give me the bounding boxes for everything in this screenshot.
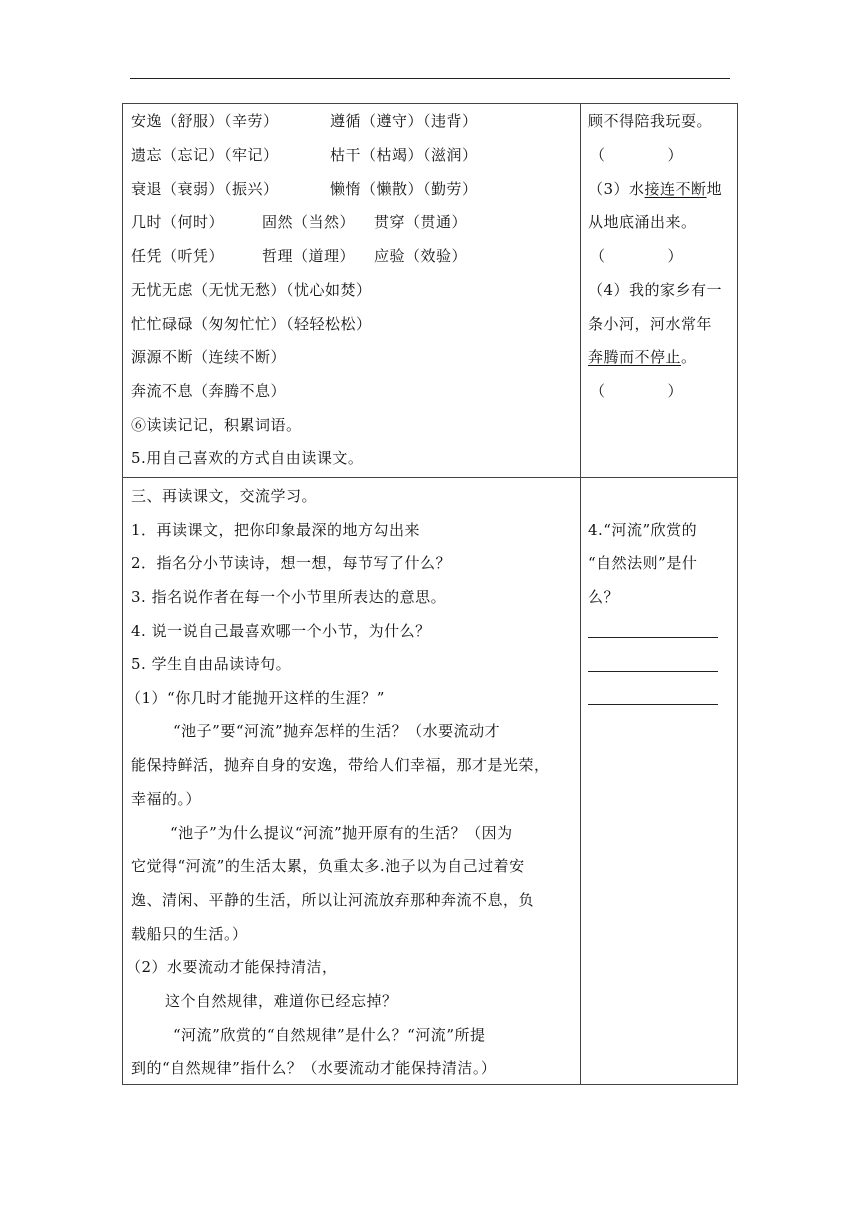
question-text: “自然法则”是什 bbox=[588, 554, 698, 572]
word-pair: 安逸（舒服）（辛劳） bbox=[131, 112, 279, 130]
answer-blank-line[interactable] bbox=[588, 637, 718, 638]
header-rule bbox=[130, 78, 730, 79]
section3-item: 5. 学生自由品读诗句。 bbox=[131, 655, 292, 673]
paragraph-line: “池子”要“河流”抛弃怎样的生活？（水要流动才 bbox=[173, 722, 501, 740]
q4-underlined: 奔腾而不停止 bbox=[588, 348, 682, 366]
word-pair: 任凭（听凭） bbox=[131, 247, 225, 265]
word-pair: 应验（效验） bbox=[374, 247, 468, 265]
section3-item: 3. 指名说作者在每一个小节里所表达的意思。 bbox=[131, 588, 447, 606]
exercise-text: 条小河，河水常年 bbox=[588, 315, 713, 333]
answer-blank-line[interactable] bbox=[588, 671, 718, 672]
paragraph-line: 幸福的。） bbox=[131, 790, 202, 808]
section3-item: 2．指名分小节读诗，想一想，每节写了什么？ bbox=[131, 554, 452, 572]
exercise-text: （4）我的家乡有一 bbox=[588, 281, 723, 299]
answer-paren: （ ） bbox=[590, 247, 684, 265]
answer-blank-line[interactable] bbox=[588, 704, 718, 705]
section3-heading: 三、再读课文，交流学习。 bbox=[131, 487, 318, 505]
idiom-line: 奔流不息（奔腾不息） bbox=[131, 382, 287, 400]
word-pair: 衰退（衰弱）（振兴） bbox=[131, 180, 279, 198]
q4-suffix: 。 bbox=[681, 348, 697, 366]
q3-suffix: 地 bbox=[706, 180, 723, 198]
paragraph-line: “河流”欣赏的“自然规律”是什么？“河流”所提 bbox=[173, 1026, 486, 1044]
word-pair: 哲理（道理） bbox=[262, 247, 356, 265]
word-pair: 遗忘（忘记）（牢记） bbox=[131, 146, 279, 164]
idiom-line: 忙忙碌碌（匆匆忙忙）（轻轻松松） bbox=[131, 315, 372, 333]
paragraph-line: 到的“自然规律”指什么？（水要流动才能保持清洁。） bbox=[131, 1059, 497, 1077]
word-pair: 固然（当然） bbox=[262, 213, 356, 231]
section3-item: 4. 说一说自己最喜欢哪一个小节，为什么？ bbox=[131, 622, 431, 640]
word-pair: 遵循（遵守）（违背） bbox=[330, 112, 478, 130]
step-six: ⑥读读记记，积累词语。 bbox=[131, 416, 302, 434]
q3-prefix: （3）水 bbox=[588, 180, 645, 198]
step-five: 5.用自己喜欢的方式自由读课文。 bbox=[131, 449, 364, 467]
poem-quote-1: （1）“你几时才能抛开这样的生涯？” bbox=[126, 689, 385, 707]
exercise-q3-line1 bbox=[588, 179, 722, 199]
question-text: 4.“河流”欣赏的 bbox=[588, 521, 698, 539]
word-pair: 贯穿（贯通） bbox=[374, 213, 468, 231]
paragraph-line: “池子”为什么提议“河流”抛开原有的生活？（因为 bbox=[170, 824, 513, 842]
question-text: 么？ bbox=[588, 588, 620, 606]
paragraph-line: 逸、清闲、平静的生活，所以让河流放弃那种奔流不息，负 bbox=[131, 891, 535, 909]
paragraph-line: 能保持鲜活，抛弃自身的安逸，带给人们幸福，那才是光荣， bbox=[131, 756, 550, 774]
word-pair: 枯干（枯竭）（滋润） bbox=[330, 146, 478, 164]
section3-item: 1．再读课文，把你印象最深的地方勾出来 bbox=[131, 521, 421, 539]
exercise-text: 从地底涌出来。 bbox=[588, 213, 697, 231]
answer-paren: （ ） bbox=[590, 382, 684, 400]
poem-quote-2: （2）水要流动才能保持清洁， bbox=[126, 958, 338, 976]
word-pair: 懒惰（懒散）（勤劳） bbox=[330, 180, 478, 198]
idiom-line: 无忧无虑（无忧无愁）（忧心如焚） bbox=[131, 281, 372, 299]
paragraph-line: 它觉得“河流”的生活太累，负重太多.池子以为自己过着安 bbox=[131, 857, 525, 875]
answer-paren: （ ） bbox=[590, 146, 684, 164]
q3-underlined: 接连不断 bbox=[644, 180, 707, 198]
exercise-q4-line3 bbox=[588, 347, 697, 367]
idiom-line: 源源不断（连续不断） bbox=[131, 348, 287, 366]
paragraph-line: 载船只的生活。） bbox=[131, 925, 248, 943]
word-pair: 几时（何时） bbox=[131, 213, 225, 231]
poem-quote-2b: 这个自然规律，难道你已经忘掉？ bbox=[165, 992, 398, 1010]
exercise-text: 顾不得陪我玩耍。 bbox=[588, 112, 713, 130]
